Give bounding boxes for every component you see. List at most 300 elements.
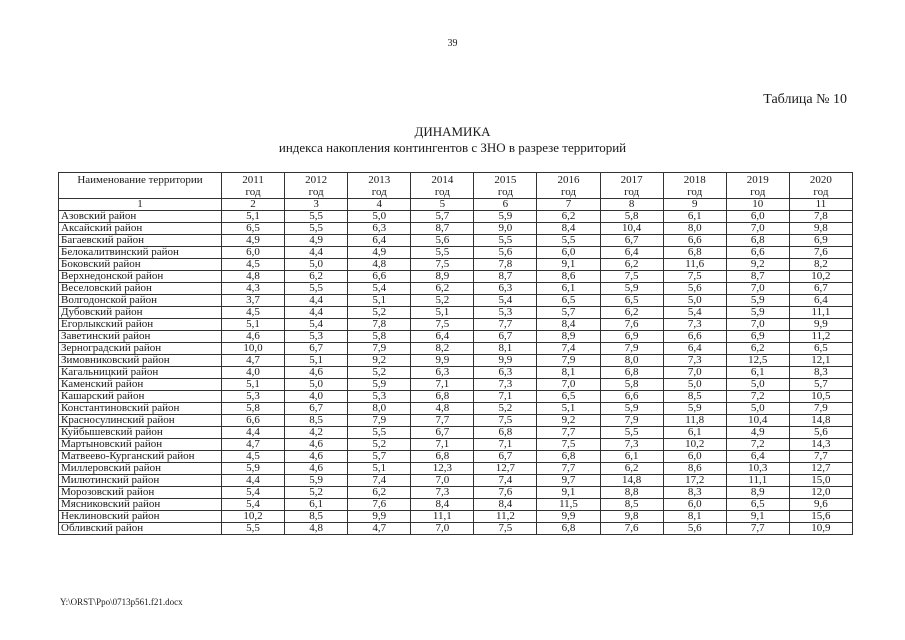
document-subtitle: индекса накопления контингентов с ЗНО в разрезе территорий xyxy=(278,140,627,155)
year-unit-label: год xyxy=(813,186,829,198)
index-value-cell: 5,6 xyxy=(474,247,537,259)
index-value-cell: 15,0 xyxy=(789,475,852,487)
index-value-cell: 9,8 xyxy=(600,511,663,523)
index-value-cell: 8,7 xyxy=(726,271,789,283)
index-value-cell: 7,3 xyxy=(663,319,726,331)
index-value-cell: 6,5 xyxy=(726,499,789,511)
index-value-cell: 7,7 xyxy=(411,415,474,427)
territory-name-cell: Азовский район xyxy=(59,211,222,223)
index-value-cell: 5,1 xyxy=(537,403,600,415)
index-value-cell: 6,6 xyxy=(663,235,726,247)
index-value-cell: 6,4 xyxy=(348,235,411,247)
table-row xyxy=(59,319,853,331)
index-value-cell: 7,5 xyxy=(474,415,537,427)
table-row xyxy=(59,463,853,475)
index-value-cell: 5,1 xyxy=(222,379,285,391)
table-row xyxy=(59,343,853,355)
index-value-cell: 6,6 xyxy=(348,271,411,283)
index-value-cell: 6,8 xyxy=(726,235,789,247)
index-value-cell: 7,2 xyxy=(726,439,789,451)
column-number-cell: 9 xyxy=(663,199,726,211)
index-value-cell: 5,7 xyxy=(348,451,411,463)
index-value-cell: 7,5 xyxy=(411,259,474,271)
year-unit-label: год xyxy=(434,186,450,198)
index-value-cell: 6,0 xyxy=(222,247,285,259)
index-value-cell: 5,5 xyxy=(222,523,285,535)
index-value-cell: 9,9 xyxy=(411,355,474,367)
index-value-cell: 7,8 xyxy=(474,259,537,271)
index-value-cell: 5,9 xyxy=(600,283,663,295)
index-value-cell: 4,6 xyxy=(222,331,285,343)
index-value-cell: 7,0 xyxy=(663,367,726,379)
index-value-cell: 8,4 xyxy=(537,223,600,235)
index-value-cell: 6,4 xyxy=(663,343,726,355)
index-value-cell: 8,1 xyxy=(663,511,726,523)
year-unit-label: год xyxy=(624,186,640,198)
index-value-cell: 5,4 xyxy=(663,307,726,319)
column-number-cell: 11 xyxy=(789,199,852,211)
index-value-cell: 4,7 xyxy=(348,523,411,535)
territory-name-cell: Зерноградский район xyxy=(59,343,222,355)
table-row xyxy=(59,271,853,283)
territory-name-cell: Милютинский район xyxy=(59,475,222,487)
year-label: 2014 xyxy=(431,174,454,186)
index-value-cell: 6,4 xyxy=(600,247,663,259)
index-value-cell: 7,6 xyxy=(789,247,852,259)
index-value-cell: 9,6 xyxy=(789,499,852,511)
index-value-cell: 9,1 xyxy=(726,511,789,523)
index-value-cell: 6,5 xyxy=(789,343,852,355)
index-value-cell: 7,3 xyxy=(600,439,663,451)
index-value-cell: 6,6 xyxy=(600,391,663,403)
table-row xyxy=(59,499,853,511)
index-value-cell: 6,1 xyxy=(537,283,600,295)
table-row xyxy=(59,523,853,535)
index-value-cell: 9,2 xyxy=(348,355,411,367)
index-value-cell: 8,9 xyxy=(726,487,789,499)
index-value-cell: 12,5 xyxy=(726,355,789,367)
index-value-cell: 4,6 xyxy=(285,451,348,463)
index-value-cell: 6,3 xyxy=(474,367,537,379)
index-value-cell: 10,9 xyxy=(789,523,852,535)
footer-file-path: Y:\ORST\Ppo\0713p561.f21.docx xyxy=(60,597,183,607)
index-value-cell: 11,8 xyxy=(663,415,726,427)
index-value-cell: 6,3 xyxy=(474,283,537,295)
index-value-cell: 6,8 xyxy=(474,427,537,439)
index-value-cell: 5,9 xyxy=(663,403,726,415)
table-row xyxy=(59,475,853,487)
index-value-cell: 6,8 xyxy=(411,391,474,403)
index-value-cell: 5,4 xyxy=(285,319,348,331)
index-value-cell: 5,1 xyxy=(411,307,474,319)
index-value-cell: 4,5 xyxy=(222,307,285,319)
column-number-cell: 10 xyxy=(726,199,789,211)
index-value-cell: 6,8 xyxy=(411,451,474,463)
index-value-cell: 5,5 xyxy=(600,427,663,439)
index-value-cell: 6,3 xyxy=(411,367,474,379)
index-value-cell: 4,8 xyxy=(285,523,348,535)
index-value-cell: 6,8 xyxy=(537,451,600,463)
index-value-cell: 7,9 xyxy=(600,343,663,355)
index-value-cell: 5,3 xyxy=(285,331,348,343)
index-value-cell: 5,0 xyxy=(663,295,726,307)
index-value-cell: 6,9 xyxy=(726,331,789,343)
index-value-cell: 7,7 xyxy=(474,319,537,331)
index-value-cell: 11,1 xyxy=(726,475,789,487)
index-value-cell: 6,5 xyxy=(537,295,600,307)
index-value-cell: 5,0 xyxy=(726,379,789,391)
index-value-cell: 10,4 xyxy=(600,223,663,235)
index-value-cell: 5,1 xyxy=(222,211,285,223)
table-row xyxy=(59,511,853,523)
index-value-cell: 7,9 xyxy=(600,415,663,427)
index-value-cell: 5,5 xyxy=(537,235,600,247)
index-value-cell: 12,1 xyxy=(789,355,852,367)
index-value-cell: 14,8 xyxy=(789,415,852,427)
index-value-cell: 7,0 xyxy=(411,523,474,535)
index-value-cell: 7,0 xyxy=(726,223,789,235)
index-value-cell: 5,0 xyxy=(348,211,411,223)
index-value-cell: 7,0 xyxy=(726,319,789,331)
index-value-cell: 6,0 xyxy=(726,211,789,223)
year-label: 2012 xyxy=(305,174,328,186)
index-value-cell: 5,9 xyxy=(348,379,411,391)
index-value-cell: 7,0 xyxy=(411,475,474,487)
index-value-cell: 6,4 xyxy=(726,451,789,463)
index-value-cell: 5,9 xyxy=(222,463,285,475)
territory-name-cell: Егорлыкский район xyxy=(59,319,222,331)
index-value-cell: 5,9 xyxy=(474,211,537,223)
index-value-cell: 6,1 xyxy=(663,211,726,223)
index-value-cell: 4,6 xyxy=(285,463,348,475)
territory-name-cell: Куйбышевский район xyxy=(59,427,222,439)
index-value-cell: 10,5 xyxy=(789,391,852,403)
index-value-cell: 8,9 xyxy=(411,271,474,283)
index-value-cell: 7,5 xyxy=(600,271,663,283)
index-value-cell: 8,4 xyxy=(537,319,600,331)
index-value-cell: 7,3 xyxy=(663,355,726,367)
index-value-cell: 6,9 xyxy=(789,235,852,247)
index-value-cell: 14,3 xyxy=(789,439,852,451)
index-value-cell: 9,9 xyxy=(348,511,411,523)
index-value-cell: 5,1 xyxy=(348,295,411,307)
table-row xyxy=(59,307,853,319)
index-value-cell: 5,2 xyxy=(348,439,411,451)
table-row xyxy=(59,367,853,379)
index-value-cell: 12,0 xyxy=(789,487,852,499)
table-row xyxy=(59,355,853,367)
index-value-cell: 4,9 xyxy=(726,427,789,439)
index-value-cell: 4,4 xyxy=(285,307,348,319)
territory-name-cell: Верхнедонской район xyxy=(59,271,222,283)
index-value-cell: 5,9 xyxy=(726,295,789,307)
column-number-cell: 4 xyxy=(348,199,411,211)
index-value-cell: 5,7 xyxy=(411,211,474,223)
territory-name-cell: Кашарский район xyxy=(59,391,222,403)
territory-name-cell: Морозовский район xyxy=(59,487,222,499)
index-value-cell: 7,6 xyxy=(348,499,411,511)
index-value-cell: 11,2 xyxy=(474,511,537,523)
index-value-cell: 6,0 xyxy=(537,247,600,259)
index-value-cell: 5,3 xyxy=(474,307,537,319)
index-value-cell: 7,4 xyxy=(474,475,537,487)
index-value-cell: 7,9 xyxy=(348,343,411,355)
index-value-cell: 10,2 xyxy=(222,511,285,523)
territory-name-cell: Константиновский район xyxy=(59,403,222,415)
index-value-cell: 11,2 xyxy=(789,331,852,343)
index-value-cell: 5,5 xyxy=(285,211,348,223)
index-value-cell: 4,8 xyxy=(348,259,411,271)
index-value-cell: 5,7 xyxy=(537,307,600,319)
index-value-cell: 4,9 xyxy=(222,235,285,247)
index-value-cell: 5,5 xyxy=(411,247,474,259)
index-value-cell: 7,4 xyxy=(348,475,411,487)
table-row xyxy=(59,427,853,439)
index-value-cell: 6,5 xyxy=(222,223,285,235)
index-value-cell: 5,5 xyxy=(285,223,348,235)
document-title: ДИНАМИКА xyxy=(414,124,491,139)
index-value-cell: 17,2 xyxy=(663,475,726,487)
table-row xyxy=(59,211,853,223)
index-value-cell: 14,8 xyxy=(600,475,663,487)
index-value-cell: 6,8 xyxy=(600,367,663,379)
index-value-cell: 9,2 xyxy=(537,415,600,427)
territory-name-cell: Боковский район xyxy=(59,259,222,271)
table-row xyxy=(59,403,853,415)
index-value-cell: 6,7 xyxy=(285,403,348,415)
territory-name-cell: Багаевский район xyxy=(59,235,222,247)
year-column-header xyxy=(663,173,726,199)
index-value-cell: 7,5 xyxy=(537,439,600,451)
index-value-cell: 5,1 xyxy=(285,355,348,367)
index-value-cell: 8,6 xyxy=(537,271,600,283)
index-value-cell: 7,0 xyxy=(726,283,789,295)
year-unit-label: год xyxy=(245,186,261,198)
index-value-cell: 4,7 xyxy=(222,439,285,451)
table-row xyxy=(59,391,853,403)
year-unit-label: год xyxy=(371,186,387,198)
index-value-cell: 10,4 xyxy=(726,415,789,427)
index-value-cell: 7,2 xyxy=(726,391,789,403)
index-value-cell: 8,5 xyxy=(285,415,348,427)
index-value-cell: 4,4 xyxy=(285,247,348,259)
year-column-header xyxy=(285,173,348,199)
index-value-cell: 4,4 xyxy=(222,427,285,439)
table-row xyxy=(59,259,853,271)
year-label: 2015 xyxy=(494,174,517,186)
index-value-cell: 9,2 xyxy=(726,259,789,271)
year-column-header xyxy=(222,173,285,199)
territory-name-cell: Красносулинский район xyxy=(59,415,222,427)
year-label: 2017 xyxy=(620,174,643,186)
index-value-cell: 5,3 xyxy=(222,391,285,403)
index-value-cell: 8,0 xyxy=(600,355,663,367)
territory-name-cell: Веселовский район xyxy=(59,283,222,295)
year-unit-label: год xyxy=(750,186,766,198)
territory-name-cell: Неклиновский район xyxy=(59,511,222,523)
table-label: Таблица № 10 xyxy=(763,92,847,107)
index-value-cell: 8,5 xyxy=(600,499,663,511)
index-value-cell: 5,6 xyxy=(411,235,474,247)
column-number-row xyxy=(59,199,853,211)
index-value-cell: 4,5 xyxy=(222,259,285,271)
index-value-cell: 5,0 xyxy=(285,259,348,271)
index-value-cell: 5,2 xyxy=(285,487,348,499)
index-value-cell: 5,1 xyxy=(348,463,411,475)
index-value-cell: 8,2 xyxy=(789,259,852,271)
index-value-cell: 5,6 xyxy=(663,283,726,295)
index-value-cell: 5,2 xyxy=(411,295,474,307)
index-value-cell: 9,8 xyxy=(789,223,852,235)
column-number-cell: 5 xyxy=(411,199,474,211)
index-value-cell: 8,9 xyxy=(537,331,600,343)
index-value-cell: 7,6 xyxy=(600,523,663,535)
index-value-cell: 9,0 xyxy=(474,223,537,235)
index-value-cell: 7,9 xyxy=(537,355,600,367)
index-value-cell: 6,5 xyxy=(537,391,600,403)
index-value-cell: 6,2 xyxy=(285,271,348,283)
index-value-cell: 6,7 xyxy=(411,427,474,439)
index-value-cell: 5,9 xyxy=(285,475,348,487)
index-value-cell: 8,5 xyxy=(285,511,348,523)
index-value-cell: 6,7 xyxy=(789,283,852,295)
index-value-cell: 7,7 xyxy=(789,451,852,463)
index-value-cell: 5,2 xyxy=(348,307,411,319)
index-value-cell: 8,4 xyxy=(411,499,474,511)
index-value-cell: 8,3 xyxy=(789,367,852,379)
index-value-cell: 7,5 xyxy=(474,523,537,535)
index-value-cell: 11,1 xyxy=(411,511,474,523)
index-value-cell: 8,1 xyxy=(474,343,537,355)
index-value-cell: 7,7 xyxy=(726,523,789,535)
index-value-cell: 6,2 xyxy=(600,259,663,271)
column-number-cell: 6 xyxy=(474,199,537,211)
index-value-cell: 9,9 xyxy=(789,319,852,331)
year-label: 2013 xyxy=(368,174,391,186)
year-column-header xyxy=(789,173,852,199)
territory-name-cell: Заветинский район xyxy=(59,331,222,343)
index-value-cell: 5,9 xyxy=(726,307,789,319)
table-row xyxy=(59,295,853,307)
index-value-cell: 6,4 xyxy=(789,295,852,307)
index-value-cell: 4,9 xyxy=(285,235,348,247)
year-unit-label: год xyxy=(497,186,513,198)
column-number-cell: 7 xyxy=(537,199,600,211)
territory-name-cell: Миллеровский район xyxy=(59,463,222,475)
index-value-cell: 7,7 xyxy=(537,427,600,439)
index-value-cell: 7,3 xyxy=(411,487,474,499)
table-row xyxy=(59,415,853,427)
index-value-cell: 5,2 xyxy=(348,367,411,379)
index-value-cell: 5,5 xyxy=(348,427,411,439)
index-value-cell: 7,5 xyxy=(663,271,726,283)
year-unit-label: год xyxy=(561,186,577,198)
table-row xyxy=(59,451,853,463)
index-value-cell: 10,2 xyxy=(789,271,852,283)
index-value-cell: 7,8 xyxy=(789,211,852,223)
table-row xyxy=(59,235,853,247)
index-value-cell: 7,9 xyxy=(789,403,852,415)
index-value-cell: 6,7 xyxy=(474,331,537,343)
table-row xyxy=(59,283,853,295)
index-value-cell: 6,7 xyxy=(474,451,537,463)
year-column-header xyxy=(726,173,789,199)
year-label: 2019 xyxy=(746,174,769,186)
index-value-cell: 5,8 xyxy=(600,211,663,223)
index-value-cell: 12,3 xyxy=(411,463,474,475)
data-table xyxy=(58,172,853,535)
territory-name-cell: Мясниковский район xyxy=(59,499,222,511)
index-value-cell: 4,7 xyxy=(222,355,285,367)
index-value-cell: 6,2 xyxy=(600,307,663,319)
year-unit-label: год xyxy=(308,186,324,198)
index-value-cell: 8,4 xyxy=(474,499,537,511)
index-value-cell: 8,0 xyxy=(348,403,411,415)
index-value-cell: 4,3 xyxy=(222,283,285,295)
index-value-cell: 9,9 xyxy=(537,511,600,523)
index-value-cell: 7,5 xyxy=(411,319,474,331)
index-value-cell: 4,2 xyxy=(285,427,348,439)
territory-name-cell: Зимовниковский район xyxy=(59,355,222,367)
page-number: 39 xyxy=(447,38,458,49)
index-value-cell: 12,7 xyxy=(789,463,852,475)
territory-name-cell: Дубовский район xyxy=(59,307,222,319)
table-body xyxy=(59,199,853,535)
column-number-cell: 1 xyxy=(59,199,222,211)
index-value-cell: 12,7 xyxy=(474,463,537,475)
territory-name-cell: Кагальницкий район xyxy=(59,367,222,379)
index-value-cell: 4,4 xyxy=(285,295,348,307)
index-value-cell: 5,0 xyxy=(726,403,789,415)
index-value-cell: 11,6 xyxy=(663,259,726,271)
index-value-cell: 6,2 xyxy=(537,211,600,223)
index-value-cell: 7,0 xyxy=(537,379,600,391)
index-value-cell: 7,7 xyxy=(537,463,600,475)
index-value-cell: 4,6 xyxy=(285,439,348,451)
index-value-cell: 5,8 xyxy=(348,331,411,343)
index-value-cell: 6,2 xyxy=(348,487,411,499)
index-value-cell: 7,4 xyxy=(537,343,600,355)
index-value-cell: 4,0 xyxy=(222,367,285,379)
index-value-cell: 9,7 xyxy=(537,475,600,487)
index-value-cell: 8,7 xyxy=(411,223,474,235)
index-value-cell: 7,8 xyxy=(348,319,411,331)
index-value-cell: 5,4 xyxy=(474,295,537,307)
column-number-cell: 2 xyxy=(222,199,285,211)
index-value-cell: 8,8 xyxy=(600,487,663,499)
territory-name-cell: Волгодонской район xyxy=(59,295,222,307)
index-value-cell: 7,6 xyxy=(474,487,537,499)
territory-name-cell: Обливский район xyxy=(59,523,222,535)
index-value-cell: 4,8 xyxy=(411,403,474,415)
table-row xyxy=(59,487,853,499)
table-row xyxy=(59,379,853,391)
year-label: 2011 xyxy=(242,174,264,186)
index-value-cell: 6,1 xyxy=(726,367,789,379)
index-value-cell: 7,6 xyxy=(600,319,663,331)
index-value-cell: 4,0 xyxy=(285,391,348,403)
index-value-cell: 6,1 xyxy=(285,499,348,511)
index-value-cell: 5,4 xyxy=(222,499,285,511)
table-row xyxy=(59,223,853,235)
index-value-cell: 8,0 xyxy=(663,223,726,235)
index-value-cell: 6,8 xyxy=(537,523,600,535)
index-value-cell: 5,1 xyxy=(222,319,285,331)
table-row xyxy=(59,439,853,451)
territory-name-cell: Аксайский район xyxy=(59,223,222,235)
table-header xyxy=(59,173,853,199)
index-value-cell: 6,2 xyxy=(411,283,474,295)
